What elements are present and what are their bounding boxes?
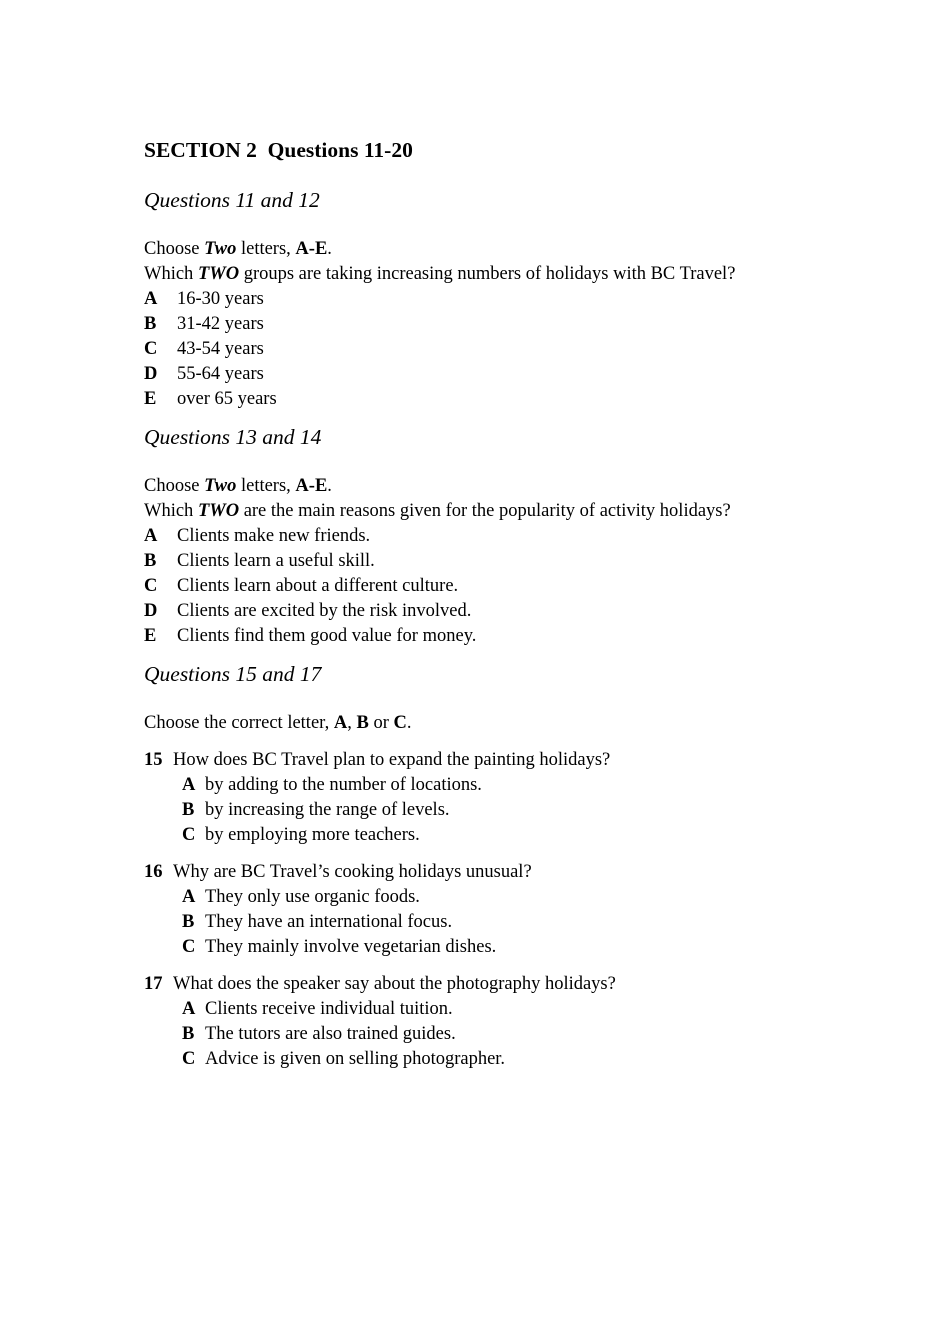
option-text: by increasing the range of levels. [205,800,450,820]
option-text: by adding to the number of locations. [205,775,482,795]
instruction-text: or [368,713,394,733]
instruction-text: letters, [236,476,296,496]
group2-option-c [144,574,458,599]
question-16-option-b [182,910,452,935]
group1-question [144,262,735,287]
option-letter: D [144,601,158,621]
group2-option-e [144,624,476,649]
option-text: Clients learn about a different culture. [177,576,459,596]
option-letter: B [144,551,157,571]
group-title-13-14: Questions 13 and 14 [144,425,322,449]
option-text: 31-42 years [177,314,264,334]
question-16-option-c [182,935,496,960]
group2-option-b [144,549,375,574]
group1-option-e [144,387,277,412]
section-range: Questions 11-20 [267,138,413,162]
question-text: How does BC Travel plan to expand the painting holidays? [173,750,611,770]
question-emphasis: TWO [197,501,240,521]
option-text: Advice is given on selling photographer. [205,1049,506,1069]
question-text: groups are taking increasing numbers of holidays with BC Travel? [239,264,736,284]
option-letter: D [144,364,158,384]
instruction-letter: A [333,713,348,733]
instruction-text: Choose [144,476,205,496]
group2-option-d [144,599,471,624]
option-letter: B [182,1024,195,1044]
question-number: 15 [144,750,163,770]
question-15-option-a [182,773,482,798]
question-text: Which [144,264,198,284]
option-text: They mainly involve vegetarian dishes. [205,937,497,957]
instruction-text: Choose the correct letter, [144,713,334,733]
instruction-range: A-E [295,239,328,259]
question-16 [144,860,532,885]
option-text: Clients make new friends. [177,526,371,546]
option-letter: A [144,289,158,309]
question-17-option-c [182,1047,505,1072]
instruction-emphasis: Two [204,476,237,496]
option-letter: C [182,1049,196,1069]
instruction-text: Choose [144,239,205,259]
group2-option-a [144,524,370,549]
question-number: 16 [144,862,163,882]
instruction-text: . [406,713,412,733]
option-letter: E [144,389,157,409]
option-text: The tutors are also trained guides. [205,1024,456,1044]
option-letter: C [182,825,196,845]
group1-option-a [144,287,264,312]
group1-instruction [144,237,332,262]
question-16-option-a [182,885,420,910]
instruction-emphasis: Two [204,239,237,259]
option-letter: A [182,775,196,795]
option-text: 16-30 years [177,289,264,309]
option-letter: A [182,999,196,1019]
option-text: They have an international focus. [205,912,453,932]
question-17-option-b [182,1022,456,1047]
option-letter: A [182,887,196,907]
option-text: 43-54 years [177,339,264,359]
option-text: Clients learn a useful skill. [177,551,375,571]
group-title-11-12: Questions 11 and 12 [144,188,320,212]
question-15-option-b [182,798,450,823]
option-text: 55-64 years [177,364,264,384]
group1-option-b [144,312,264,337]
option-letter: A [144,526,158,546]
question-17-option-a [182,997,453,1022]
option-text: by employing more teachers. [205,825,420,845]
option-text: They only use organic foods. [205,887,420,907]
question-text: Why are BC Travel’s cooking holidays unusual? [173,862,532,882]
question-17 [144,972,616,997]
option-letter: C [182,937,196,957]
option-letter: C [144,339,158,359]
option-text: over 65 years [177,389,277,409]
question-text: What does the speaker say about the photography holidays? [173,974,616,994]
option-letter: B [144,314,157,334]
group-title-15-17: Questions 15 and 17 [144,662,322,686]
group2-instruction [144,474,332,499]
instruction-text: letters, [236,239,296,259]
instruction-letter: B [356,713,369,733]
option-letter: C [144,576,158,596]
option-letter: B [182,912,195,932]
group1-option-d [144,362,264,387]
option-text: Clients receive individual tuition. [205,999,453,1019]
section-heading [144,136,413,164]
question-15-option-c [182,823,420,848]
option-text: Clients find them good value for money. [177,626,477,646]
section-label: SECTION 2 [144,138,257,162]
option-letter: B [182,800,195,820]
option-text: Clients are excited by the risk involved. [177,601,472,621]
question-emphasis: TWO [197,264,240,284]
instruction-text: . [327,476,332,496]
group2-question [144,499,731,524]
option-letter: E [144,626,157,646]
instruction-text: , [347,713,357,733]
group1-option-c [144,337,264,362]
question-text: are the main reasons given for the popularity of activity holidays? [239,501,731,521]
instruction-range: A-E [295,476,328,496]
instruction-text: . [327,239,332,259]
question-text: Which [144,501,198,521]
question-number: 17 [144,974,163,994]
group3-instruction [144,711,411,736]
question-15 [144,748,610,773]
instruction-letter: C [393,713,407,733]
